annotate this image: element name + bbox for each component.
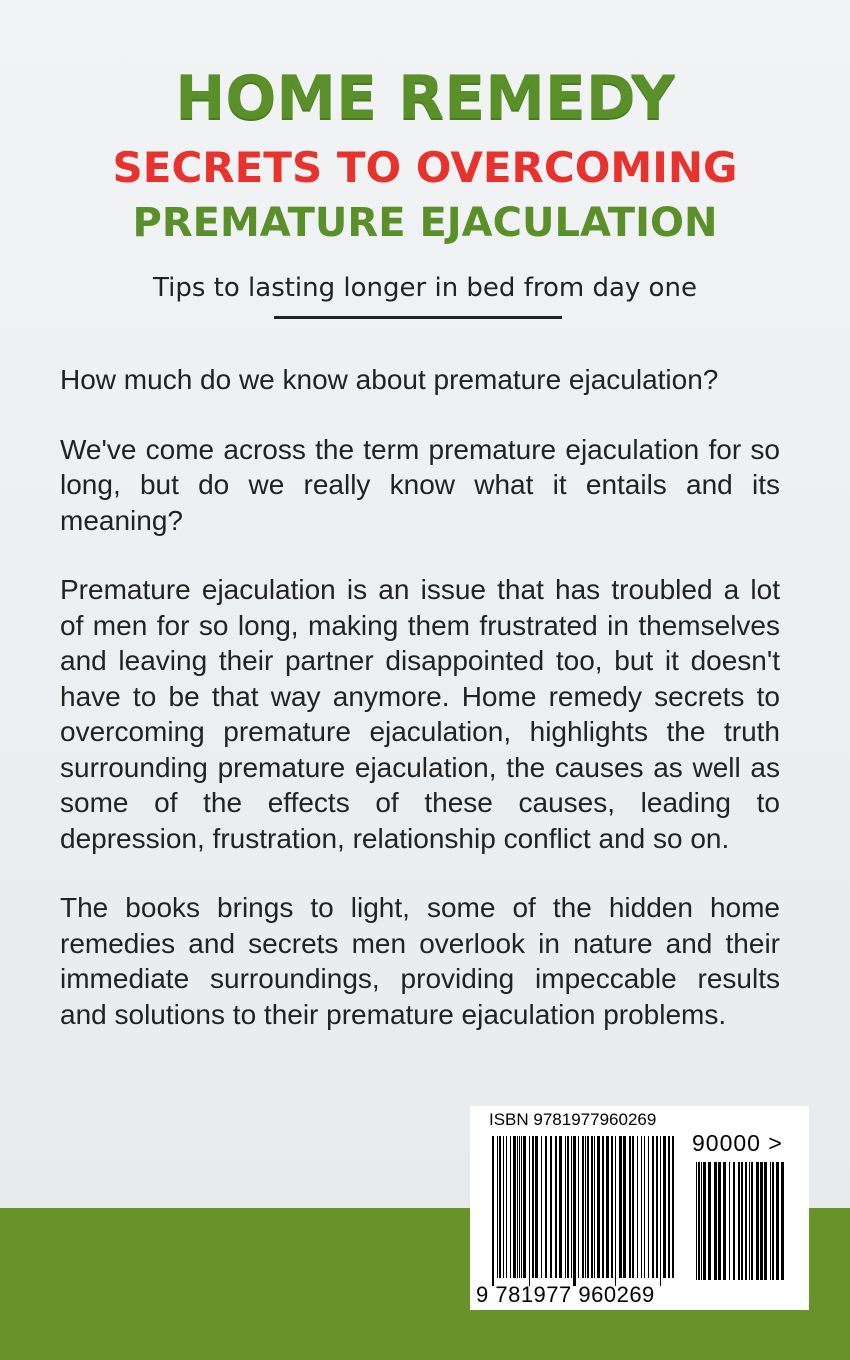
barcode-bar	[629, 1136, 631, 1278]
barcode-bar	[499, 1136, 501, 1278]
barcode-bar	[567, 1136, 569, 1278]
barcode-bar	[701, 1162, 702, 1280]
barcode-bar	[550, 1136, 552, 1278]
barcode-bar	[535, 1136, 538, 1278]
barcode-bar	[529, 1136, 530, 1286]
barcode-bar	[594, 1136, 595, 1278]
barcode-bar	[545, 1136, 547, 1278]
barcode-bar	[644, 1136, 645, 1278]
barcode-bar	[751, 1162, 753, 1280]
barcode-bar	[668, 1136, 670, 1278]
cover-subtitle: Tips to lasting longer in bed from day one	[153, 273, 697, 303]
isbn-label: ISBN 9781977960269	[489, 1110, 657, 1129]
barcode-addon-bars	[696, 1162, 788, 1288]
price-code: 90000 >	[692, 1130, 783, 1156]
barcode-bar	[648, 1136, 649, 1278]
barcode-bar	[729, 1162, 730, 1280]
barcode-bar	[606, 1136, 609, 1278]
barcode-bar	[632, 1136, 634, 1278]
barcode-bar	[597, 1136, 600, 1278]
barcode-bar	[714, 1162, 717, 1280]
barcode-bar	[698, 1162, 700, 1280]
barcode-bar	[519, 1136, 520, 1278]
barcode-bar	[532, 1136, 534, 1278]
barcode-bar	[585, 1136, 586, 1278]
barcode-bar	[591, 1136, 593, 1278]
barcode-bar	[738, 1162, 740, 1280]
barcode-bar	[663, 1136, 666, 1278]
barcode-bar	[660, 1136, 661, 1286]
barcode-bar	[523, 1136, 526, 1278]
barcode-bar	[506, 1136, 507, 1278]
barcode-bar	[573, 1136, 576, 1286]
barcode-bar	[619, 1136, 622, 1278]
barcode-bar	[611, 1136, 613, 1278]
barcode-bar	[637, 1136, 638, 1278]
barcode-bar	[656, 1136, 658, 1278]
barcode-bar	[492, 1136, 494, 1286]
barcode-bar	[733, 1162, 735, 1280]
isbn-digits: 9 781977 960269	[476, 1282, 655, 1307]
barcode-bar	[696, 1162, 697, 1280]
barcode-bar	[703, 1162, 706, 1280]
barcode-main-bars	[492, 1136, 678, 1286]
barcode-bar	[745, 1162, 747, 1280]
barcode-bar	[559, 1136, 562, 1278]
barcode-box	[470, 1106, 809, 1310]
barcode-bar	[615, 1136, 616, 1286]
cover-title-line-3: PREMATURE EJACULATION	[132, 200, 718, 246]
barcode-bar	[582, 1136, 584, 1278]
cover-title-line-2: SECRETS TO OVERCOMING	[112, 143, 738, 192]
barcode-bar	[741, 1162, 743, 1280]
barcode-bar	[672, 1136, 674, 1278]
barcode-bar	[555, 1136, 557, 1278]
subtitle-underline	[274, 316, 562, 319]
blurb	[60, 362, 780, 1066]
barcode-bar	[602, 1136, 604, 1278]
barcode-bar	[578, 1136, 579, 1278]
barcode-bar	[641, 1136, 642, 1278]
barcode-bar	[541, 1136, 542, 1278]
barcode-bar	[565, 1136, 566, 1278]
barcode-bar	[497, 1136, 498, 1278]
barcode-bar	[708, 1162, 711, 1280]
barcode-bar	[718, 1162, 721, 1280]
barcode-bar	[513, 1136, 516, 1278]
barcode-bar	[764, 1162, 767, 1280]
barcode-bar	[517, 1136, 518, 1278]
barcode-bar	[503, 1136, 504, 1278]
barcode-bar	[770, 1162, 771, 1280]
barcode-bar	[521, 1136, 522, 1278]
barcode-bar	[652, 1136, 654, 1278]
barcode-bar	[623, 1136, 626, 1278]
barcode-bar	[781, 1162, 784, 1280]
blurb-paragraph-1: How much do we know about premature ejaculation?	[60, 364, 719, 395]
barcode-bar	[510, 1136, 511, 1278]
blurb-paragraph-2: We've come across the term premature ejaculation for so long, but do we really know what it entails and its meaning?	[60, 433, 780, 536]
cover-title-line-1: HOME REMEDY	[175, 63, 675, 133]
barcode-bar	[571, 1136, 572, 1278]
blurb-paragraph-4: The books brings to light, some of the hidden home remedies and secrets men overlook in nature and their immediate surroundings, providing impeccable results and solutions to their premature ejaculation problems.	[60, 892, 780, 1030]
blurb-paragraph-3: Premature ejaculation is an issue that has troubled a lot of men for so long, making them frustrated in themselves and leaving their partner disappointed too, but it doesn't have to be that way anymore. Home remedy secrets to overcoming premature ejaculation, highlights the truth surrounding premature ejaculation, the causes as well as some of the effects of these causes, leading to depression, frustration, relationship conflict and so on.	[60, 574, 780, 854]
barcode-bar	[749, 1162, 750, 1280]
barcode-bar	[760, 1162, 763, 1280]
barcode-bar	[587, 1136, 589, 1278]
barcode-bar	[756, 1162, 759, 1280]
barcode-bar	[776, 1162, 779, 1280]
barcode-bar	[772, 1162, 774, 1280]
barcode-bar	[723, 1162, 726, 1280]
